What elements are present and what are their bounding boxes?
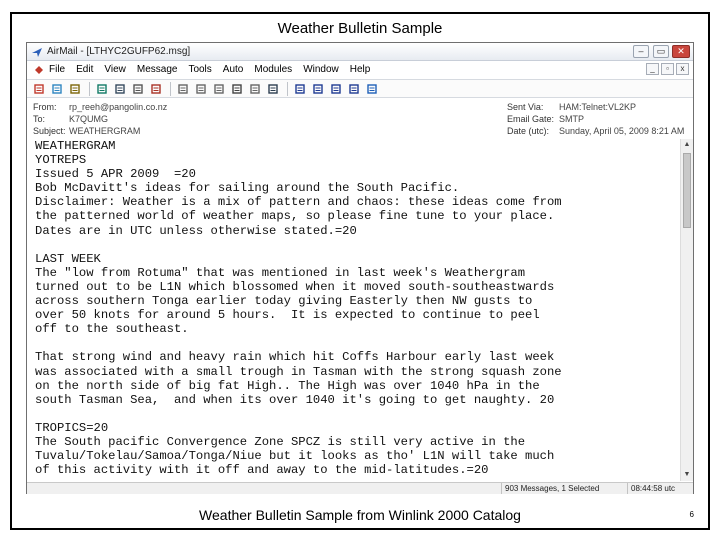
sent-via-value: HAM:Telnet:VL2KP: [559, 102, 637, 112]
print-icon[interactable]: [130, 81, 146, 96]
help-icon[interactable]: [364, 81, 380, 96]
body-line: The South pacific Convergence Zone SPCZ is still very active in the: [35, 434, 526, 449]
body-line: south Tasman Sea, and when its over 1040 it's going to get naughty. 20: [35, 392, 555, 407]
title-bar[interactable]: [27, 43, 693, 61]
attach-icon[interactable]: [247, 81, 263, 96]
body-line: TROPICS=20: [35, 420, 109, 435]
airmail-window: [26, 42, 694, 494]
body-line: the patterned world of weather maps, so please fine tune to your place.: [35, 209, 555, 224]
mdi-minimize-button[interactable]: _: [646, 63, 659, 75]
menu-item-tools[interactable]: Tools: [188, 64, 212, 75]
body-line: YOTREPS: [35, 153, 87, 168]
toolbar-separator: [89, 82, 90, 96]
airmail-icon: [31, 46, 43, 58]
message-body[interactable]: [27, 139, 681, 481]
toolbar: [27, 79, 693, 98]
menu-item-modules[interactable]: Modules: [254, 64, 293, 75]
status-message-count: 903 Messages, 1 Selected: [501, 483, 619, 494]
toolbar-separator: [287, 82, 288, 96]
minimize-button[interactable]: –: [633, 45, 649, 58]
body-line: WEATHERGRAM: [35, 139, 116, 153]
status-bar: [27, 482, 693, 494]
status-time: 08:44:58 utc: [627, 483, 693, 494]
body-line: Issued 5 APR 2009 =20: [35, 167, 196, 182]
menu-item-message[interactable]: Message: [136, 64, 178, 75]
find-icon[interactable]: [265, 81, 281, 96]
new-message-icon[interactable]: [31, 81, 47, 96]
body-line: [35, 407, 681, 421]
body-line: [35, 336, 681, 350]
window-title: AirMail - [LTHYC2GUFP62.msg]: [47, 46, 191, 57]
menu-item-view[interactable]: View: [104, 64, 126, 75]
restore-button[interactable]: ▭: [653, 45, 669, 58]
monitor-icon[interactable]: [346, 81, 362, 96]
body-line: That strong wind and heavy rain which hit Coffs Harbour early last week: [35, 350, 555, 365]
menu-item-window[interactable]: Window: [303, 64, 339, 75]
scroll-thumb[interactable]: [683, 153, 691, 228]
scroll-down-arrow-icon[interactable]: ▼: [683, 471, 691, 478]
subject-value: WEATHERGRAM: [69, 126, 141, 136]
slide-title: Weather Bulletin Sample: [277, 20, 443, 37]
reply-icon[interactable]: [67, 81, 83, 96]
mdi-restore-button[interactable]: ▫: [661, 63, 674, 75]
subject-label: Subject:: [33, 126, 66, 136]
cut-icon[interactable]: [175, 81, 191, 96]
body-line: of this activity with it off and away to the mid-latitudes.=20: [35, 463, 489, 478]
body-line: Disclaimer: Weather is a mix of pattern and chaos: these ideas come from: [35, 195, 562, 210]
from-value: rp_reeh@pangolin.co.nz: [69, 102, 168, 112]
body-line: The "low from Rotuma" that was mentioned in last week's Weathergram: [35, 265, 526, 280]
grid-icon[interactable]: [292, 81, 308, 96]
forward-icon[interactable]: [94, 81, 110, 96]
window-icon[interactable]: [328, 81, 344, 96]
menu-item-edit[interactable]: Edit: [76, 64, 94, 75]
menu-item-help[interactable]: Help: [349, 64, 371, 75]
body-line: turned out to be L1N which blossomed when it moved south-southeastwards: [35, 279, 555, 294]
scroll-up-arrow-icon[interactable]: ▲: [683, 141, 691, 148]
body-line: Tuvalu/Tokelau/Samoa/Tonga/Niue but it looks as tho' L1N will take much: [35, 449, 555, 464]
to-value: K7QUMG: [69, 114, 109, 124]
sent-via-label: Sent Via:: [507, 102, 544, 112]
save-icon[interactable]: [112, 81, 128, 96]
body-line: over 50 knots for around 5 hours. It is expected to continue to peel: [35, 308, 540, 323]
slide-number: 6: [689, 510, 694, 519]
message-header: [27, 99, 693, 139]
open-icon[interactable]: [49, 81, 65, 96]
body-line: was associated with a small trough in Tasman with the strong squash zone: [35, 364, 562, 379]
body-line: Bob McDavitt's ideas for sailing around the South Pacific.: [35, 181, 460, 196]
toolbar-separator: [170, 82, 171, 96]
body-line: off to the southeast.: [35, 322, 189, 337]
close-button[interactable]: ✕: [672, 45, 690, 58]
body-line: [35, 238, 681, 252]
slide-caption: Weather Bulletin Sample from Winlink 2000 Catalog: [199, 507, 521, 523]
menu-bar: [27, 62, 693, 78]
email-gate-label: Email Gate:: [507, 114, 555, 124]
slide-frame: [10, 12, 710, 530]
table-icon[interactable]: [310, 81, 326, 96]
undo-icon[interactable]: [229, 81, 245, 96]
date-label: Date (utc):: [507, 126, 550, 136]
menu-item-file[interactable]: File: [49, 64, 66, 75]
menu-item-auto[interactable]: Auto: [222, 64, 244, 75]
document-icon[interactable]: [33, 64, 45, 76]
to-label: To:: [33, 114, 46, 124]
email-gate-value: SMTP: [559, 114, 585, 124]
body-line: on the north side of big fat High.. The High was over 1040 hPa in the: [35, 378, 540, 393]
mdi-close-button[interactable]: x: [676, 63, 689, 75]
from-label: From:: [33, 102, 57, 112]
copy-icon[interactable]: [193, 81, 209, 96]
date-value: Sunday, April 05, 2009 8:21 AM: [559, 126, 685, 136]
body-line: Dates are in UTC unless otherwise stated.=20: [35, 223, 357, 238]
paste-icon[interactable]: [211, 81, 227, 96]
body-line: LAST WEEK: [35, 251, 101, 266]
body-line: across southern Tonga earlier today giving Easterly then NW gusts to: [35, 294, 533, 309]
vertical-scrollbar[interactable]: [680, 139, 693, 481]
delete-icon[interactable]: [148, 81, 164, 96]
